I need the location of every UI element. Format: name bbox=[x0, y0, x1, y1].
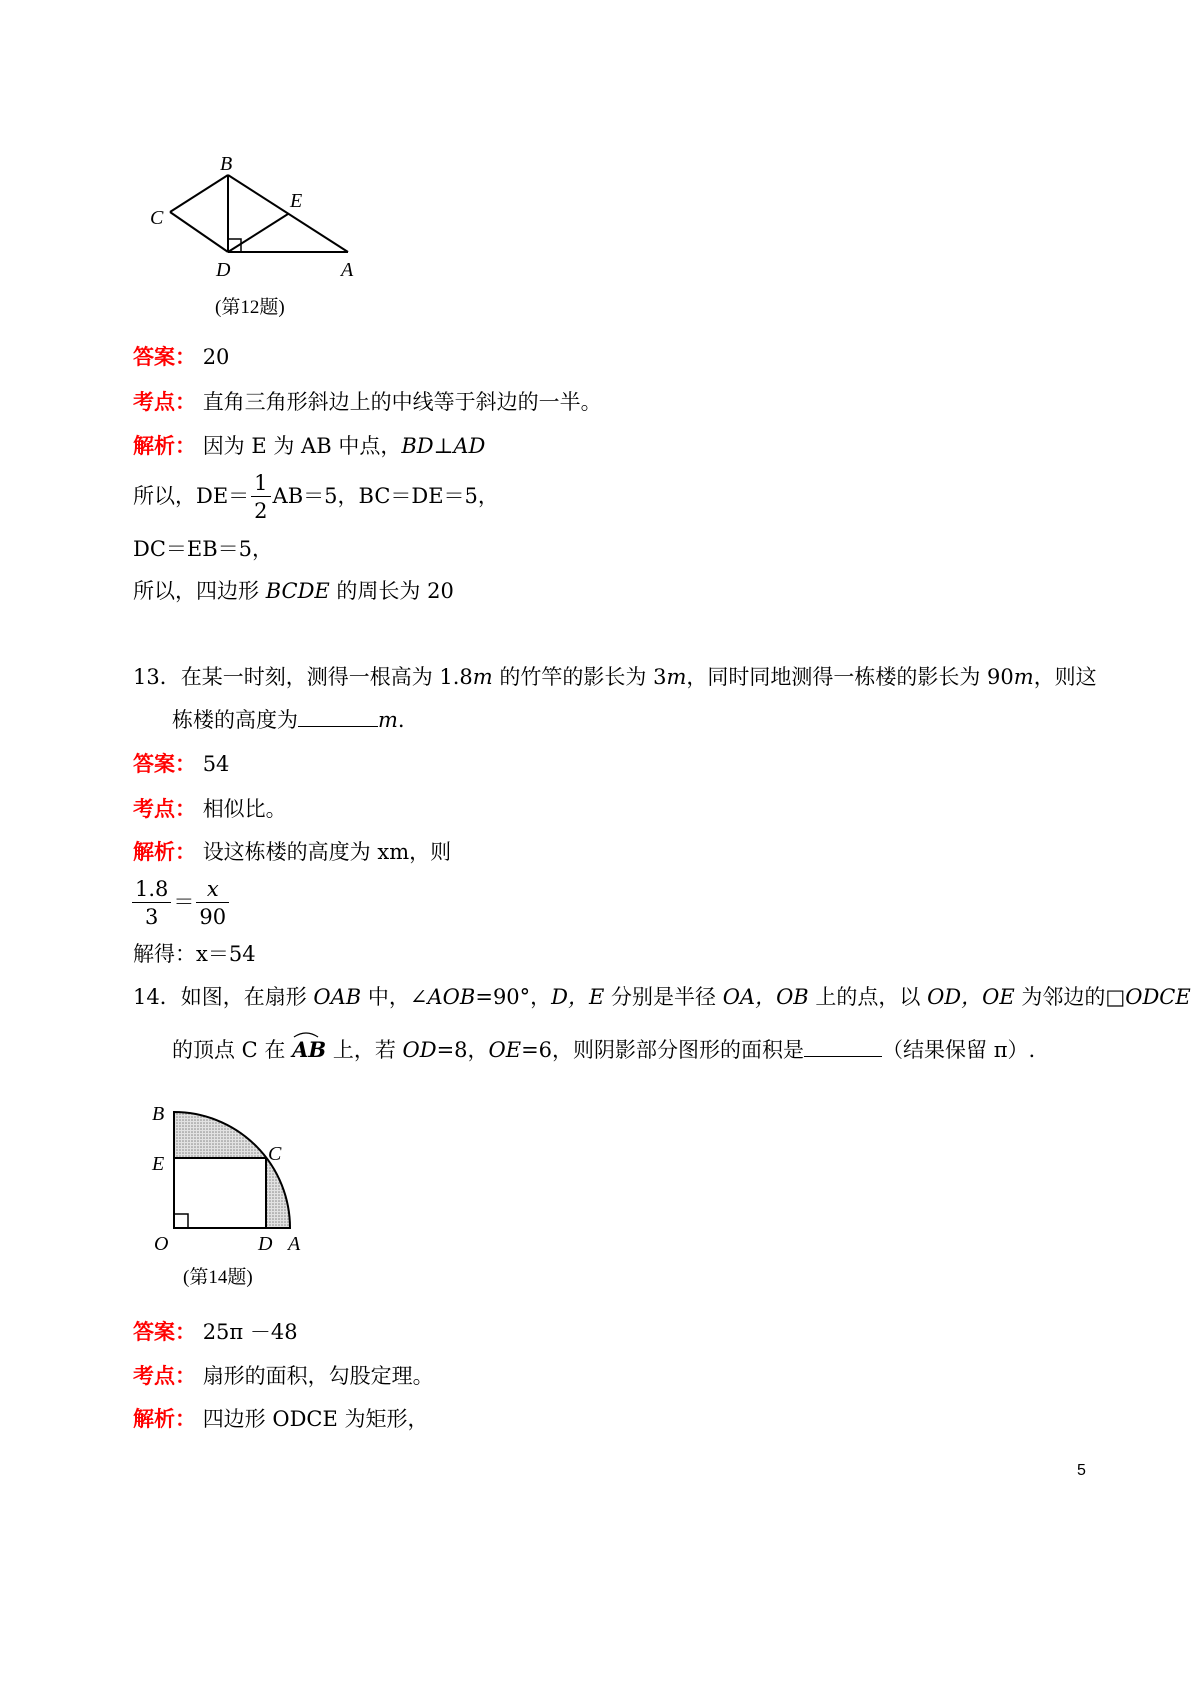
q14-question-line2: 的顶点 C 在 AB 上，若 OD=8，OE=6，则阴影部分图形的面积是 （结果保留 π）. bbox=[172, 1036, 1035, 1064]
arc-symbol-icon bbox=[292, 1030, 320, 1038]
q12-answer: 20 bbox=[202, 345, 230, 369]
label-C: C bbox=[268, 1143, 282, 1165]
page-number: 5 bbox=[1077, 1462, 1086, 1479]
answer-blank[interactable] bbox=[804, 1036, 882, 1057]
q12-analysis-line4: 所以，四边形 BCDE 的周长为 20 bbox=[133, 579, 454, 603]
q13-point-line: 考点： 相似比。 bbox=[133, 797, 287, 821]
q14-question-line1: 14．如图，在扇形 OAB 中，∠AOB=90°，D，E 分别是半径 OA，OB 上的点，以 OD，OE 为邻边的□ODCE bbox=[133, 985, 1191, 1009]
segment-CD bbox=[170, 212, 228, 252]
label-D: D bbox=[216, 259, 231, 281]
label-E: E bbox=[290, 190, 303, 212]
q13-equation: $\frac{1.8}{3}$ ＝ $\frac{x}{90}$ bbox=[130, 876, 231, 931]
label-O: O bbox=[154, 1233, 169, 1255]
q12-analysis-line2: 所以，DE＝ $\frac{1}{2}$ AB＝5，BC＝DE＝5， bbox=[133, 471, 499, 523]
label-C: C bbox=[150, 207, 164, 229]
q12-point-line: 考点： 直角三角形斜边上的中线等于斜边的一半。 bbox=[133, 390, 602, 414]
label-E: E bbox=[152, 1153, 165, 1175]
q13-question-line1: 13．在某一时刻，测得一根高为 1.8m 的竹竿的影长为 3m，同时同地测得一栋楼的影长为 90m，则这 bbox=[133, 665, 1097, 689]
label-B: B bbox=[152, 1103, 165, 1125]
figure-12-diagram bbox=[140, 150, 380, 285]
arc-AB: AB bbox=[292, 1036, 326, 1064]
label-D: D bbox=[258, 1233, 273, 1255]
q14-analysis-line: 解析： 四边形 ODCE 为矩形， bbox=[133, 1407, 429, 1431]
segment-BC bbox=[170, 175, 228, 212]
fraction-one-half: $\frac{1}{2}$ bbox=[251, 470, 270, 525]
q12-point: 直角三角形斜边上的中线等于斜边的一半。 bbox=[202, 390, 602, 414]
q14-point-line: 考点： 扇形的面积，勾股定理。 bbox=[133, 1364, 434, 1388]
point-label: 考点 bbox=[133, 797, 175, 821]
label-B: B bbox=[220, 153, 233, 175]
segment-DE bbox=[228, 214, 288, 252]
analysis-label: 解析 bbox=[133, 1407, 175, 1431]
q13-answer-line: 答案： 54 bbox=[133, 752, 230, 776]
figure-14-caption: (第14题) bbox=[183, 1267, 253, 1288]
figure-14-diagram bbox=[140, 1098, 320, 1258]
q12-analysis-line3: DC＝EB＝5， bbox=[133, 537, 274, 561]
point-label: 考点 bbox=[133, 390, 175, 414]
answer-blank[interactable] bbox=[298, 706, 378, 727]
answer-label: 答案 bbox=[133, 345, 175, 369]
q13-analysis-line: 解析： 设这栋楼的高度为 xm，则 bbox=[133, 840, 452, 864]
figure-12-caption: (第12题) bbox=[215, 297, 285, 318]
analysis-label: 解析 bbox=[133, 840, 175, 864]
q12-analysis-line: 解析： 因为 E 为 AB 中点，BD⊥AD bbox=[133, 434, 486, 458]
label-A: A bbox=[288, 1233, 301, 1255]
q13-solution: 解得：x＝54 bbox=[133, 942, 256, 966]
point-label: 考点 bbox=[133, 1364, 175, 1388]
analysis-label: 解析 bbox=[133, 434, 175, 458]
answer-label: 答案 bbox=[133, 1320, 175, 1344]
q13-question-line2: 栋楼的高度为 m. bbox=[172, 708, 405, 732]
q12-answer-line: 答案： 20 bbox=[133, 345, 230, 369]
q14-answer-line: 答案： 25π －48 bbox=[133, 1320, 298, 1344]
answer-label: 答案 bbox=[133, 752, 175, 776]
label-A: A bbox=[341, 259, 354, 281]
